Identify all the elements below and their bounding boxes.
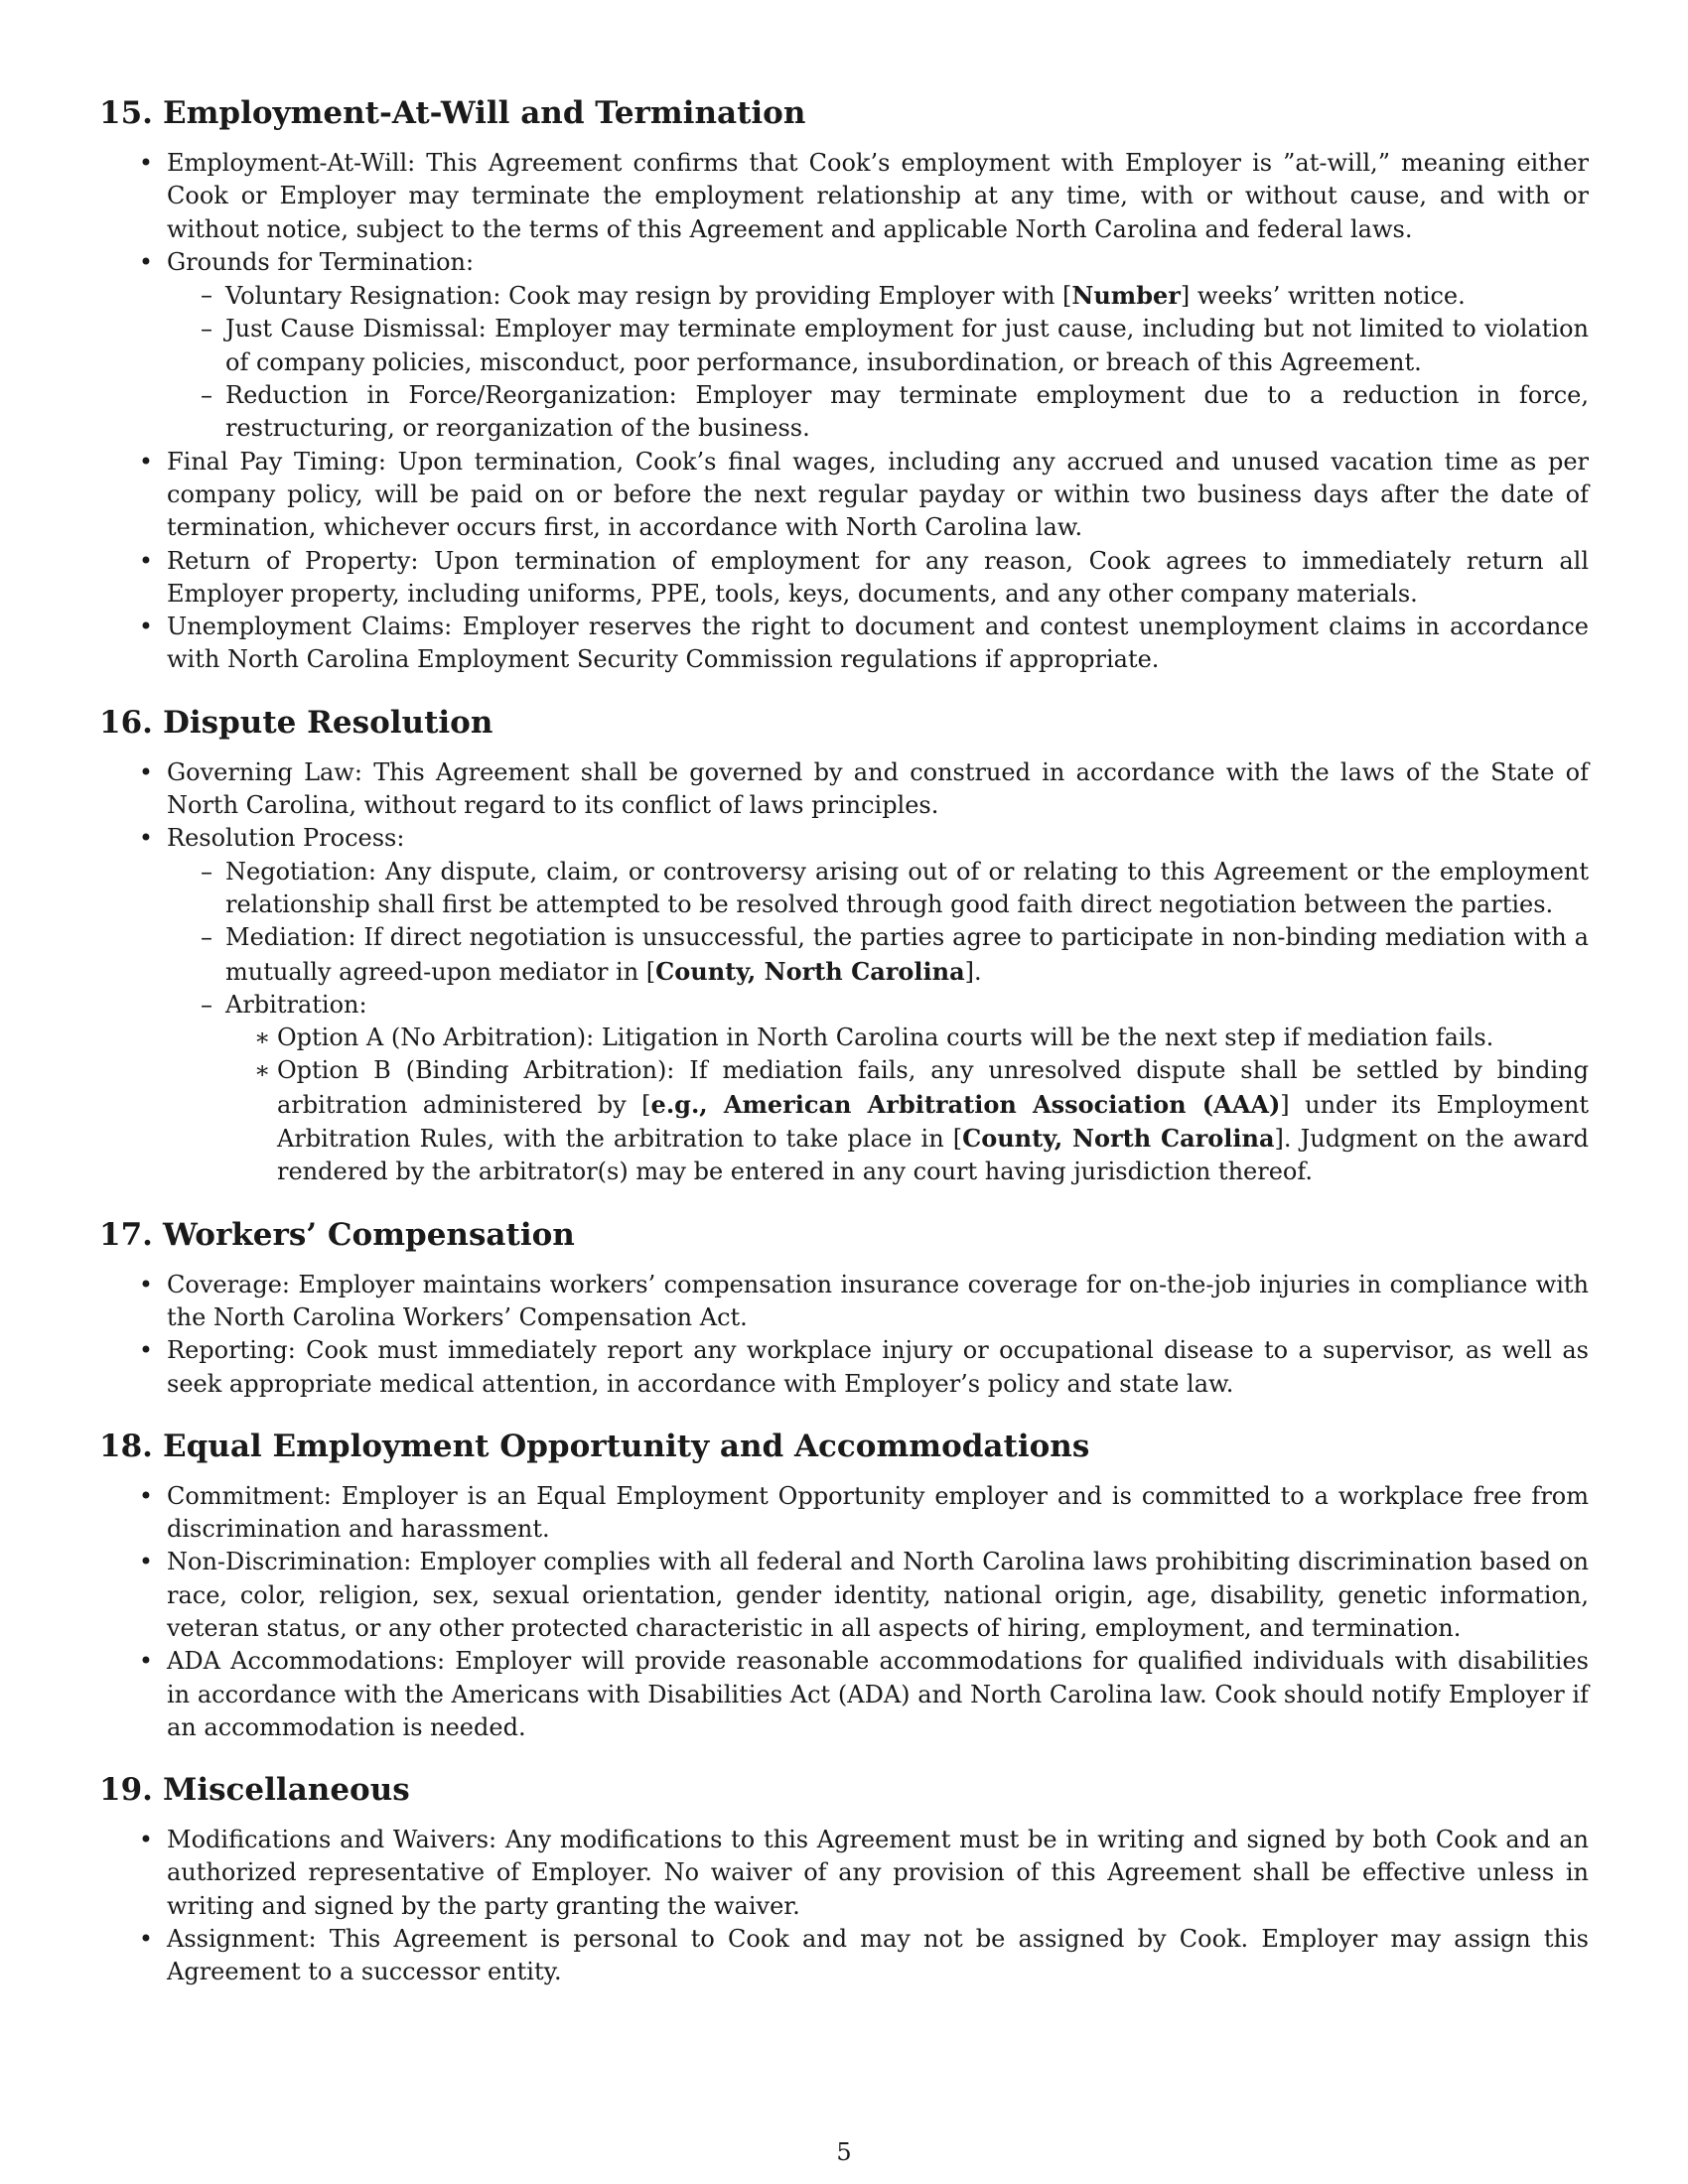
- asterisk-icon: ∗: [254, 1024, 271, 1052]
- list-level-1: [99, 1480, 1589, 1744]
- list-item: [99, 1269, 1589, 1335]
- bullet-icon: •: [138, 1336, 154, 1365]
- item-text: Governing Law: This Agreement shall be governed by and construed in accordance with the laws of the State of North Carolina, without regard to its conflict of laws principles.: [167, 757, 1589, 820]
- list-level-1: [99, 1824, 1589, 1988]
- list-item: [99, 1334, 1589, 1401]
- bold-placeholder: County, North Carolina: [655, 956, 965, 986]
- text-segment: ]. Judgment on the award rendered by the arbitrator(s) may be entered in any court having jurisdiction thereof.: [277, 1125, 1589, 1186]
- section-heading: [99, 1770, 1589, 1810]
- item-text: Negotiation: Any dispute, claim, or controversy arising out of or relating to this Agreement or the employment relationship shall first be attempted to be resolved through good faith direct negotiation between the parties.: [225, 857, 1589, 918]
- item-text: Arbitration:: [225, 990, 367, 1019]
- dash-icon: –: [201, 381, 212, 410]
- list-item: [99, 756, 1589, 823]
- document-body: [99, 93, 1589, 2015]
- item-text: Coverage: Employer maintains workers’ compensation insurance coverage for on-the-job injuries in compliance with the North Carolina Workers’ Compensation Act.: [167, 1270, 1589, 1331]
- item-text: Unemployment Claims: Employer reserves the right to document and contest unemployment claims in accordance with North Carolina Employment Security Commission regulations if appropriate.: [167, 613, 1589, 674]
- section-title: Equal Employment Opportunity and Accommodations: [163, 1428, 1090, 1464]
- section-title: Employment-At-Will and Termination: [163, 95, 806, 131]
- section-heading: [99, 703, 1589, 743]
- dash-icon: –: [201, 315, 212, 343]
- bullet-icon: •: [138, 546, 154, 575]
- bullet-icon: •: [138, 613, 154, 641]
- bullet-icon: •: [138, 1270, 154, 1298]
- list-item: [167, 989, 1589, 1189]
- list-item: [225, 1022, 1589, 1054]
- list-item: [99, 1923, 1589, 1989]
- text-segment: Voluntary Resignation: Cook may resign by providing Employer with [: [225, 282, 1072, 311]
- bullet-icon: •: [138, 1826, 154, 1854]
- dash-icon: –: [201, 990, 212, 1019]
- list-item: [225, 1054, 1589, 1188]
- text-segment: Option B (Binding Arbitration): If mediation fails, any unresolved dispute shall be settled by binding arbitration administered by [: [277, 1056, 1589, 1119]
- list-level-3: [225, 1022, 1589, 1188]
- item-text: Just Cause Dismissal: Employer may terminate employment for just cause, including but not limited to violation of company policies, misconduct, poor performance, insubordination, or breach of this Agreement.: [225, 315, 1589, 376]
- list-item: [99, 246, 1589, 446]
- section-heading: [99, 1215, 1589, 1255]
- item-text: Return of Property: Upon termination of employment for any reason, Cook agrees to immediately return all Employer property, including uniforms, PPE, tools, keys, documents, and any other company materials.: [167, 546, 1589, 608]
- item-text: Reduction in Force/Reorganization: Employer may terminate employment due to a reduction in force, restructuring, or reorganization of the business.: [225, 381, 1589, 443]
- item-text: Employment-At-Will: This Agreement confirms that Cook’s employment with Employer is ”at-will,” meaning either Cook or Employer may terminate the employment relationship at any time, with or without cause, and with or without notice, subject to the terms of this Agreement and applicable North Carolina and federal laws.: [167, 149, 1589, 243]
- section: [99, 1770, 1589, 1988]
- asterisk-icon: ∗: [254, 1056, 271, 1085]
- item-text: Commitment: Employer is an Equal Employment Opportunity employer and is committed to a workplace free from discrimination and harassment.: [167, 1481, 1589, 1544]
- bold-placeholder: County, North Carolina: [962, 1124, 1275, 1154]
- list-level-1: [99, 1269, 1589, 1401]
- list-item: [167, 921, 1589, 989]
- section-number: 19.: [99, 1772, 153, 1809]
- bullet-icon: •: [138, 447, 154, 476]
- bullet-icon: •: [138, 149, 154, 177]
- item-text: Assignment: This Agreement is personal to Cook and may not be assigned by Cook. Employer may assign this Agreement to a successor entity.: [167, 1925, 1589, 1986]
- list-level-2: [167, 856, 1589, 1189]
- bullet-icon: •: [138, 1925, 154, 1954]
- list-item: [99, 1645, 1589, 1744]
- section: [99, 93, 1589, 677]
- list-item: [167, 313, 1589, 379]
- text-segment: ].: [964, 957, 982, 986]
- section-title: Miscellaneous: [163, 1772, 410, 1809]
- text-segment: ] under its Employment Arbitration Rules, with the arbitration to take place in [: [277, 1090, 1589, 1154]
- section-title: Workers’ Compensation: [163, 1216, 575, 1253]
- item-text: Non-Discrimination: Employer complies with all federal and North Carolina laws prohibiting discrimination based on race, color, religion, sex, sexual orientation, gender identity, national origin, age, disability, genetic information, veteran status, or any other protected characteristic in all aspects of hiring, employment, and termination.: [167, 1548, 1589, 1642]
- item-text: Final Pay Timing: Upon termination, Cook’s final wages, including any accrued and unused vacation time as per company policy, will be paid on or before the next regular payday or within two business days after the date of termination, whichever occurs first, in accordance with North Carolina law.: [167, 447, 1589, 542]
- text-segment: Mediation: If direct negotiation is unsuccessful, the parties agree to participate in non-binding mediation with a mutually agreed-upon mediator in [: [225, 923, 1589, 986]
- dash-icon: –: [201, 281, 212, 310]
- section-number: 18.: [99, 1428, 153, 1464]
- list-level-1: [99, 147, 1589, 677]
- list-item: [99, 446, 1589, 545]
- bullet-icon: •: [138, 247, 154, 276]
- list-item: [99, 611, 1589, 677]
- bold-placeholder: e.g., American Arbitration Association (AAA): [650, 1089, 1281, 1119]
- list-item: [99, 1480, 1589, 1547]
- bullet-icon: •: [138, 1548, 154, 1576]
- bullet-icon: •: [138, 1647, 154, 1676]
- bullet-icon: •: [138, 757, 154, 786]
- item-text: Resolution Process:: [167, 824, 405, 853]
- list-item: [167, 856, 1589, 922]
- bold-placeholder: Number: [1071, 281, 1181, 311]
- list-level-1: [99, 756, 1589, 1189]
- text-segment: ] weeks’ written notice.: [1180, 282, 1466, 311]
- list-item: [167, 379, 1589, 446]
- list-level-2: [167, 279, 1589, 445]
- item-text: Grounds for Termination:: [167, 247, 475, 276]
- section: [99, 1215, 1589, 1401]
- list-item: [99, 147, 1589, 246]
- list-item: [99, 822, 1589, 1188]
- bullet-icon: •: [138, 824, 154, 853]
- section-heading: [99, 1427, 1589, 1466]
- list-item: [167, 279, 1589, 313]
- dash-icon: –: [201, 923, 212, 952]
- page-number: 5: [836, 2138, 852, 2166]
- section-title: Dispute Resolution: [163, 704, 493, 741]
- dash-icon: –: [201, 857, 212, 886]
- section-number: 16.: [99, 704, 153, 741]
- section-number: 15.: [99, 95, 153, 131]
- list-item: [99, 1546, 1589, 1645]
- item-text: Option A (No Arbitration): Litigation in North Carolina courts will be the next step if mediation fails.: [277, 1024, 1494, 1052]
- item-text: Modifications and Waivers: Any modifications to this Agreement must be in writing and signed by both Cook and an authorized representative of Employer. No waiver of any provision of this Agreement shall be effective unless in writing and signed by the party granting the waiver.: [167, 1826, 1589, 1920]
- section: [99, 1427, 1589, 1744]
- list-item: [99, 1824, 1589, 1923]
- item-text: Reporting: Cook must immediately report any workplace injury or occupational disease to a supervisor, as well as seek appropriate medical attention, in accordance with Employer’s policy and state law.: [167, 1336, 1589, 1398]
- bullet-icon: •: [138, 1481, 154, 1510]
- section-heading: [99, 93, 1589, 133]
- section: [99, 703, 1589, 1189]
- item-text: ADA Accommodations: Employer will provide reasonable accommodations for qualified individuals with disabilities in accordance with the Americans with Disabilities Act (ADA) and North Carolina law. Cook should notify Employer if an accommodation is needed.: [167, 1647, 1589, 1741]
- list-item: [99, 545, 1589, 612]
- section-number: 17.: [99, 1216, 153, 1253]
